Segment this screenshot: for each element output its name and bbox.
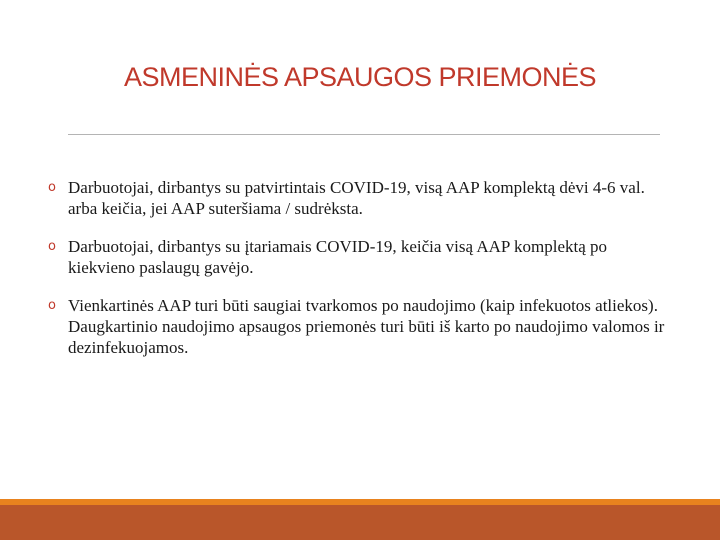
bullet-item [48, 177, 678, 219]
slide-title: ASMENINĖS APSAUGOS PRIEMONĖS [123, 62, 597, 92]
title-divider [68, 134, 660, 135]
bullet-marker-icon: o [48, 298, 56, 313]
bullet-list [48, 177, 678, 375]
bullet-marker-icon: o [48, 239, 56, 254]
bullet-text: Vienkartinės AAP turi būti saugiai tvarkomos po naudojimo (kaip infekuotos atliekos). Daugkartinio naudojimo apsaugos priemonės turi būti iš karto po naudojimo valomos ir dezinfekuojamos. [68, 296, 665, 357]
bullet-item [48, 295, 678, 358]
footer-bar [0, 505, 720, 540]
bullet-marker-icon: o [48, 180, 56, 195]
bullet-text: Darbuotojai, dirbantys su įtariamais COVID-19, keičia visą AAP komplektą po kiekvieno paslaugų gavėjo. [68, 237, 608, 277]
bullet-item [48, 236, 678, 278]
bullet-text: Darbuotojai, dirbantys su patvirtintais COVID-19, visą AAP komplektą dėvi 4-6 val. arba keičia, jei AAP suteršiama / sudrėksta. [68, 178, 645, 218]
